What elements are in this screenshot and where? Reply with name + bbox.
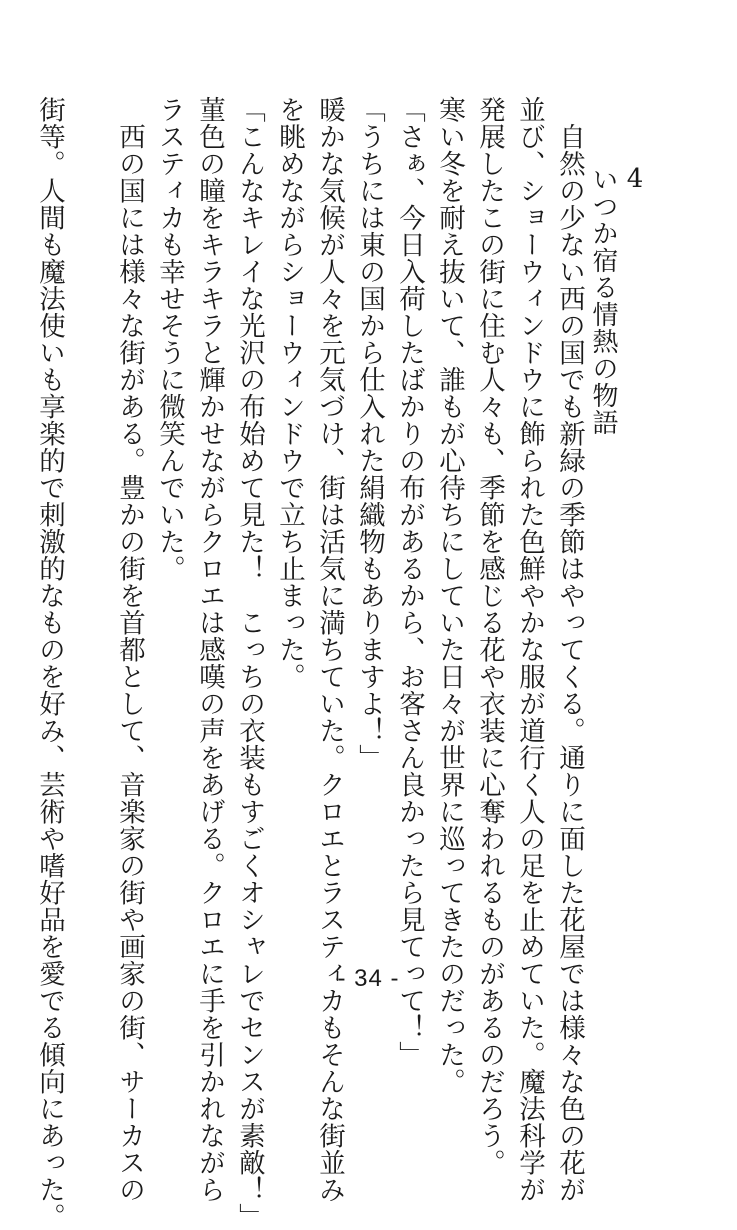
- text-line: 暖かな気候が人々を元気づけ、街は活気に満ちていた。クロエとラスティカもそんな街並み: [314, 96, 345, 1203]
- text-line: を眺めながらショーウィンドウで立ち止まった。: [274, 96, 305, 690]
- text-line: 菫色の瞳をキラキラと輝かせながらクロエは感嘆の声をあげる。クロエに手を引かれながら: [194, 96, 225, 1203]
- chapter-title: いつか宿る情熱の物語: [588, 166, 618, 436]
- text-line: 発展したこの街に住む人々も、季節を感じる花や衣装に心奪われるものがあるのだろう。: [474, 96, 505, 1176]
- page-number: - 34 -: [337, 965, 400, 992]
- text-line: 「さぁ、今日入荷したばかりの布があるから、お客さん良かったら見てって！」: [394, 96, 425, 1068]
- chapter-number: 4: [626, 166, 644, 192]
- text-line: 寒い冬を耐え抜いて、誰もが心待ちにしていた日々が世界に巡ってきたのだった。: [434, 96, 465, 1095]
- text-line: 並び、ショーウィンドウに飾られた色鮮やかな服が道行く人の足を止めていた。魔法科学が: [514, 96, 545, 1203]
- text-line: 自然の少ない西の国でも新緑の季節はやってくる。通りに面した花屋では様々な色の花が: [554, 96, 585, 1203]
- text-line: 「こんなキレイな光沢の布始めて見た！ こっちの衣装もすごくオシャレでセンスが素敵！」: [234, 96, 265, 1230]
- text-line: 西の国には様々な街がある。豊かの街を首都として、音楽家の街や画家の街、サーカスの: [114, 96, 145, 1203]
- chapter-heading: [587, 166, 651, 436]
- text-line: 街等。人間も魔法使いも享楽的で刺激的なものを好み、芸術や嗜好品を愛でる傾向にあった。: [34, 96, 65, 1230]
- text-line: 「うちには東の国から仕入れた絹織物もありますよ！」: [354, 96, 385, 771]
- text-line: ラスティカも幸せそうに微笑んでいた。: [154, 96, 185, 582]
